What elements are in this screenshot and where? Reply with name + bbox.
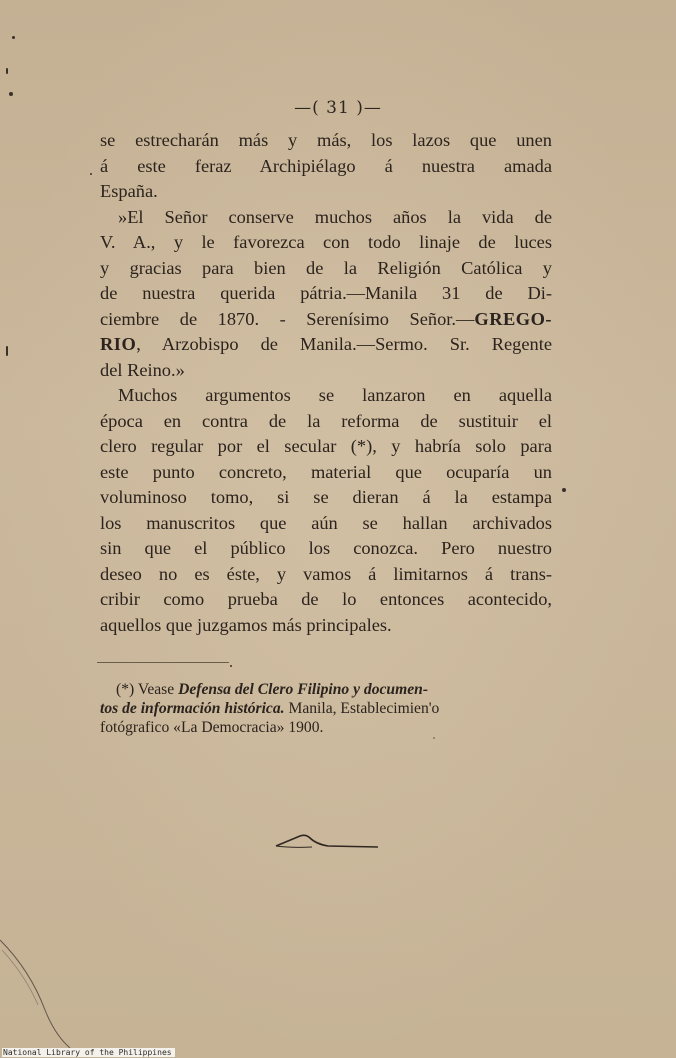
text-line: y gracias para bien de la Religión Católica y bbox=[100, 257, 552, 278]
text-line: Muchos argumentos se lanzaron en aquella bbox=[118, 385, 552, 405]
text-segment: , Arzobispo de Manila.—Sermo. Sr. Regente bbox=[136, 334, 552, 354]
footnote-title: tos de información histórica. bbox=[100, 700, 285, 717]
text-line: deseo no es éste, y vamos á limitarnos á trans- bbox=[100, 563, 552, 584]
footnote-prefix: Vease bbox=[137, 681, 175, 698]
text-line: cribir como prueba de lo entonces acontecido, bbox=[100, 589, 552, 609]
text-line: de nuestra querida pátria.—Manila 31 de Di- bbox=[100, 283, 552, 303]
text-line: del Reino.» bbox=[100, 359, 185, 380]
body-text bbox=[100, 128, 552, 638]
author-name-part: GREGO- bbox=[474, 308, 552, 329]
text-line: los manuscritos que aún se hallan archivados bbox=[100, 512, 552, 533]
footnote-line bbox=[100, 699, 552, 718]
text-line: España. bbox=[100, 181, 158, 201]
margin-speck bbox=[90, 173, 92, 175]
text-line: este punto concreto, material que ocuparía un bbox=[100, 461, 552, 482]
margin-speck bbox=[9, 92, 13, 96]
text-line: V. A., y le favorezca con todo linaje de luces bbox=[100, 232, 552, 252]
page-edge-scratch bbox=[0, 930, 90, 1050]
text-line bbox=[100, 332, 552, 358]
margin-speck bbox=[6, 346, 8, 356]
margin-speck bbox=[6, 68, 8, 74]
text-line: clero regular por el secular (*), y habría solo para bbox=[100, 436, 552, 456]
footnote-line: fotógrafico «La Democracia» 1900. bbox=[100, 719, 324, 736]
margin-speck bbox=[230, 665, 232, 667]
text-line: á este feraz Archipiélago á nuestra amada bbox=[100, 155, 552, 176]
author-name-part: RIO bbox=[100, 334, 137, 354]
page-number: —( 31 )— bbox=[294, 98, 382, 118]
footnote-publisher: Manila, Establecimien'o bbox=[288, 700, 440, 717]
footnote-marker: (*) bbox=[116, 681, 135, 698]
margin-speck bbox=[562, 488, 566, 492]
end-ornament-icon bbox=[272, 826, 382, 856]
text-segment: ciembre de 1870. - Serenísimo Señor.— bbox=[100, 308, 475, 329]
text-line: se estrecharán más y más, los lazos que unen bbox=[100, 130, 552, 150]
footnote bbox=[100, 680, 552, 737]
text-line: sin que el público los conozca. Pero nuestro bbox=[100, 538, 552, 558]
margin-speck bbox=[433, 737, 435, 739]
footnote-divider bbox=[97, 662, 229, 663]
text-line: »El Señor conserve muchos años la vida de bbox=[118, 206, 552, 227]
text-line bbox=[100, 307, 552, 333]
text-line: aquellos que juzgamos más principales. bbox=[100, 614, 392, 635]
text-line: época en contra de la reforma de sustituir el bbox=[100, 410, 552, 431]
footnote-title: Defensa del Clero Filipino y documen- bbox=[178, 681, 429, 698]
footnote-line bbox=[100, 680, 552, 699]
margin-speck bbox=[12, 36, 15, 39]
text-line: voluminoso tomo, si se dieran á la estampa bbox=[100, 487, 552, 507]
library-credit: National Library of the Philippines bbox=[2, 1048, 175, 1057]
